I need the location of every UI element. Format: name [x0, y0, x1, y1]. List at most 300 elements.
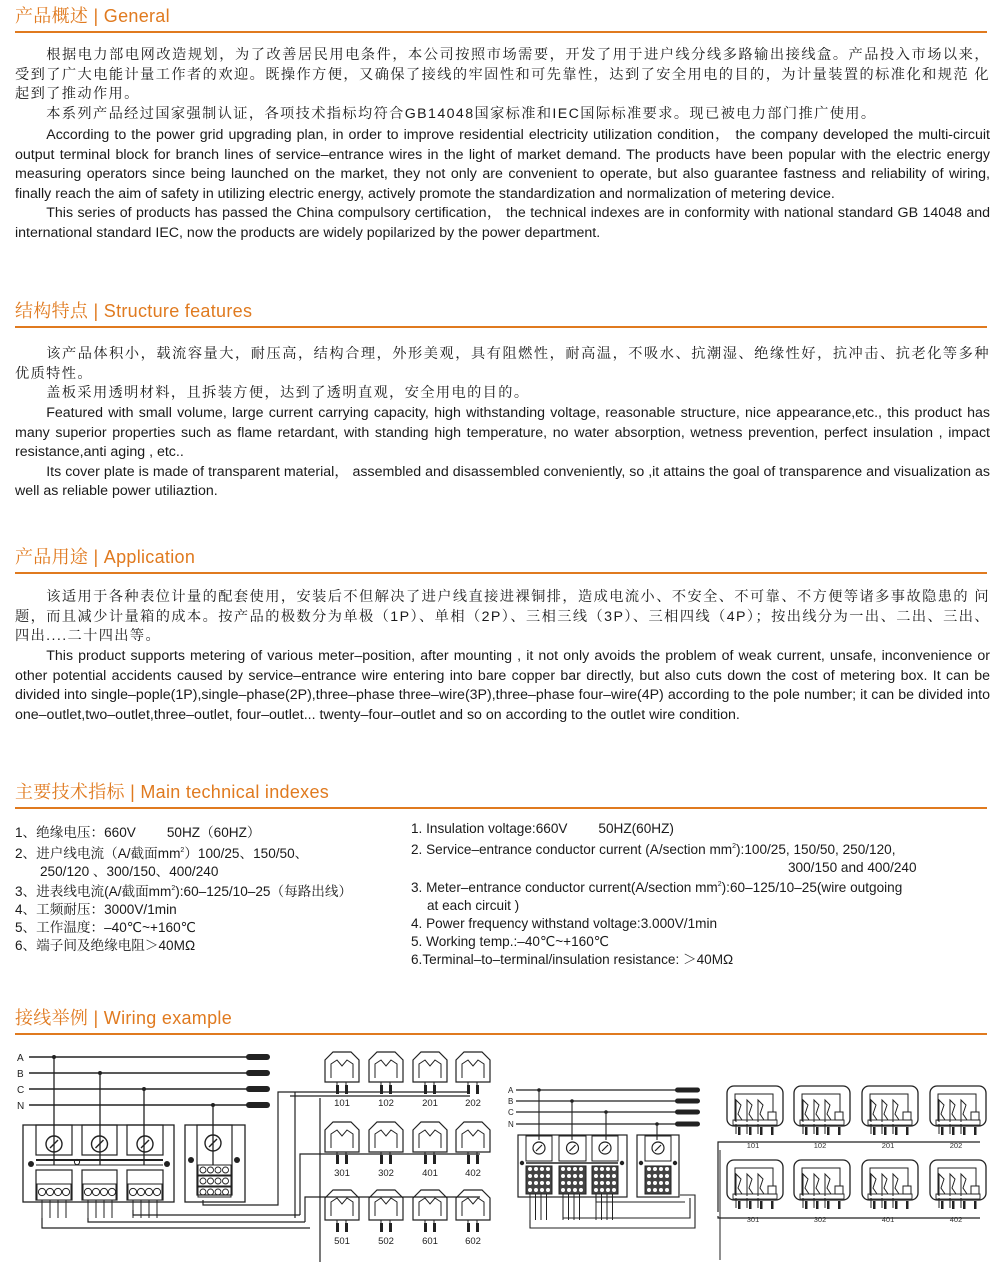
meter-coil — [331, 1130, 353, 1148]
outlet-label: 202 — [949, 1141, 963, 1150]
clamp-screw — [223, 1167, 229, 1173]
meter-coil — [758, 1174, 764, 1196]
meter-coil — [961, 1100, 967, 1122]
feed-wire — [563, 1198, 690, 1218]
spec-cn-item: 250/120 、300/150、400/240 — [40, 863, 219, 879]
meter-neutral — [768, 1112, 776, 1120]
mount-hole — [164, 1161, 170, 1167]
meter-lead — [906, 1127, 909, 1135]
feed-wire — [42, 1218, 310, 1228]
meter-lead — [424, 1085, 427, 1094]
meter-coil — [462, 1060, 484, 1078]
spec-en-item: 2. Service–entrance conductor current (A/section $mm^2):100/25$, 150/50, 250/120, — [411, 841, 896, 857]
meter-coil — [375, 1060, 397, 1078]
phase-label: N — [17, 1101, 25, 1112]
meter-lead — [771, 1201, 774, 1209]
clamp-screw — [606, 1181, 610, 1185]
meter-neutral — [903, 1112, 911, 1120]
clamp-screw — [561, 1174, 565, 1178]
meter-lead — [467, 1085, 470, 1094]
clamp-screw — [659, 1167, 663, 1171]
clamp-screw — [528, 1167, 532, 1171]
section-general-title: 产品概述 | General — [15, 6, 170, 26]
phase-label: B — [17, 1069, 24, 1080]
meter-lead — [380, 1155, 383, 1164]
neutral-wire — [203, 1092, 290, 1205]
section-general-header — [15, 4, 987, 33]
meter-coil — [736, 1174, 742, 1196]
phase-label: C — [508, 1108, 514, 1117]
meter-lead — [884, 1201, 887, 1209]
general-en-text — [15, 126, 990, 244]
meter-lead — [941, 1201, 944, 1209]
clamp-screw — [200, 1189, 206, 1195]
meter-coil — [331, 1060, 353, 1078]
clamp-screw — [534, 1188, 538, 1192]
meter-neutral — [971, 1112, 979, 1120]
clamp-screw — [567, 1181, 571, 1185]
meter-lead — [389, 1223, 392, 1232]
meter-lead — [873, 1127, 876, 1135]
meter-lead — [749, 1127, 752, 1135]
phase-label: A — [17, 1053, 24, 1064]
meter-lead — [738, 1127, 741, 1135]
meter-wiring — [938, 1094, 976, 1121]
clamp-screw — [208, 1178, 214, 1184]
meter-lead — [738, 1201, 741, 1209]
outlet-label: 301 — [334, 1168, 350, 1179]
clamp-screw — [561, 1167, 565, 1171]
outlet-label: 201 — [422, 1098, 438, 1109]
mount-hole — [234, 1157, 240, 1163]
outlet-label: 101 — [746, 1141, 760, 1150]
meter-coil — [747, 1100, 753, 1122]
spec-en-item: 5. Working temp.:–40℃~+160℃ — [411, 933, 610, 949]
meter-lead — [380, 1223, 383, 1232]
meter-lead — [389, 1155, 392, 1164]
screw-slot — [141, 1140, 149, 1148]
outlet-label: 602 — [465, 1236, 481, 1247]
meter-coil — [871, 1174, 877, 1196]
clamp-screw — [573, 1188, 577, 1192]
outlet-label: 502 — [378, 1236, 394, 1247]
clamp-screw — [215, 1189, 221, 1195]
outlet-label: 601 — [422, 1236, 438, 1247]
clamp-screw — [579, 1174, 583, 1178]
feed-wire — [596, 1194, 685, 1202]
clamp-screw — [612, 1181, 616, 1185]
meter-lead — [389, 1085, 392, 1094]
spec-en-item: 4. Power frequency withstand voltage:3.000V/1min — [411, 915, 718, 931]
mount-hole — [620, 1161, 624, 1165]
clamp-screw — [208, 1167, 214, 1173]
spec-cn-item: 6、端子间及绝缘电阻＞40MΩ — [15, 937, 196, 953]
outlet-label: 201 — [881, 1141, 895, 1150]
pole-cell — [127, 1125, 163, 1155]
general-en-paragraph: According to the power grid upgrading plan, in order to improve residential electricity utilization condition， the company developed the multi-circuit output terminal block for branch lines of service–entrance wires in the light of market demand. The products have been popular with the electric energy measuring operators since being launched on the market, they not only are convenient to operate, but also guarantee fastness and reliability of wiring, finally reach the aim of safety in utilizing electric energy, actively promote the standardization and normalization of metering device. — [15, 127, 990, 202]
clamp-screw — [528, 1188, 532, 1192]
phase-label: N — [508, 1120, 514, 1129]
meter-icon — [325, 1190, 359, 1220]
section-structure-header — [15, 299, 987, 328]
meter-coil — [419, 1130, 441, 1148]
meter-coil — [871, 1100, 877, 1122]
meter-icon — [456, 1052, 490, 1082]
meter-lead — [760, 1201, 763, 1209]
structure-cn-text — [15, 345, 990, 404]
clamp-screw — [665, 1188, 669, 1192]
general-cn-paragraph: 根据电力部电网改造规划，为了改善居民用电条件，本公司按照市场需要，开发了用于进户线分线多路输出接线盒。产品投入市场以来，受到了广大电能计量工作者的欢迎。既操作方便，又确保了接线的牢固性和可先靠性，达到了安全用电的目的，为计量装置的标准化和规范 化起到了推动作用。 — [15, 47, 990, 103]
feed-wire — [88, 1218, 305, 1222]
clamp-screw — [600, 1181, 604, 1185]
feed-wire — [305, 1197, 318, 1222]
outlet-label: 401 — [881, 1215, 895, 1224]
meter-lead — [974, 1127, 977, 1135]
clamp-screw — [600, 1174, 604, 1178]
meter-coil — [893, 1174, 899, 1196]
clamp-screw — [534, 1174, 538, 1178]
meter-coil — [803, 1174, 809, 1196]
meter-coil — [939, 1100, 945, 1122]
wiring-diagram-single-phase — [0, 1040, 500, 1262]
clamp-screw — [647, 1174, 651, 1178]
meter-lead — [941, 1127, 944, 1135]
meter-lead — [816, 1201, 819, 1209]
meter-lead — [345, 1223, 348, 1232]
outlet-label: 402 — [949, 1215, 963, 1224]
bus-terminal — [246, 1102, 270, 1108]
meter-lead — [336, 1155, 339, 1164]
meter-coil — [419, 1060, 441, 1078]
meter-terminal-strip — [733, 1120, 777, 1125]
meter-lead — [433, 1155, 436, 1164]
application-en-text — [15, 647, 990, 725]
clamp-screw — [573, 1167, 577, 1171]
meter-terminal-strip — [733, 1194, 777, 1199]
meter-coil — [814, 1174, 820, 1196]
section-wiring-title: 接线举例 | Wiring example — [15, 1008, 233, 1028]
clamp-screw — [208, 1189, 214, 1195]
general-cn-paragraph: 本系列产品经过国家强制认证，各项技术指标均符合GB14048国家标准和IEC国际标准要求。现已被电力部门推广使用。 — [46, 105, 877, 122]
meter-lead — [816, 1127, 819, 1135]
meter-coil — [882, 1174, 888, 1196]
application-cn-paragraph: 该适用于各种表位计量的配套使用，安装后不但解决了进户线直接进裸铜排，造成电流小、不安全、不可靠、不方便等诸多事故隐患的 问题，而且减少计量箱的成本。按产品的极数分为单极（1P）、单相（2P）、三相三线（3P）、三相四线（4P）；按出线分为一出、二出、三出、四出....二十四出等。 — [15, 589, 990, 645]
structure-en-text — [15, 404, 990, 502]
bus-terminal — [246, 1070, 270, 1076]
spec-en-item: 6.Terminal–to–terminal/insulation resistance: ＞40MΩ — [411, 951, 734, 967]
meter-lead — [424, 1223, 427, 1232]
meter-icon — [413, 1122, 447, 1152]
meter-coil — [939, 1174, 945, 1196]
meter-icon — [369, 1052, 403, 1082]
screw-slot — [655, 1145, 661, 1151]
mount-hole — [520, 1161, 524, 1165]
clamp-screw — [653, 1181, 657, 1185]
meter-lead — [838, 1127, 841, 1135]
meter-coil — [462, 1130, 484, 1148]
meter-lead — [952, 1127, 955, 1135]
clamp-screw — [579, 1167, 583, 1171]
meter-coil — [331, 1198, 353, 1216]
clamp-screw — [540, 1188, 544, 1192]
meter-icon — [325, 1052, 359, 1082]
meter-coil — [375, 1198, 397, 1216]
meter-lead — [476, 1223, 479, 1232]
wiring-diagram-three-phase — [500, 1070, 1000, 1262]
meter-lead — [760, 1127, 763, 1135]
meter-lead — [336, 1085, 339, 1094]
screw-slot — [602, 1145, 608, 1151]
clamp-screw — [594, 1188, 598, 1192]
structure-en-paragraph: Its cover plate is made of transparent material， assembled and disassembled conveniently, so ,it attains the goal of transparence and visualization as well as reliable power utiliaztion. — [15, 463, 990, 500]
screw-slot — [570, 1145, 576, 1151]
meter-coil — [893, 1100, 899, 1122]
meter-lead — [433, 1223, 436, 1232]
clamp-screw — [567, 1188, 571, 1192]
meter-lead — [345, 1155, 348, 1164]
clamp-screw — [606, 1167, 610, 1171]
clamp-screw — [594, 1174, 598, 1178]
section-technical-header — [15, 780, 987, 809]
clamp-screw — [647, 1188, 651, 1192]
spec-cn-item: 3、进表线电流(A/截面$mm^2):60-125/10-25$（每路出线） — [15, 884, 353, 900]
outlet-label: 302 — [378, 1168, 394, 1179]
technical-cn-list — [15, 824, 352, 955]
clamp-screw — [540, 1181, 544, 1185]
clamp-screw — [200, 1178, 206, 1184]
clamp-screw — [561, 1181, 565, 1185]
clamp-screw — [647, 1181, 651, 1185]
screw-slot — [536, 1145, 542, 1151]
feed-wire — [133, 1210, 300, 1215]
section-technical-title: 主要技术指标 | Main technical indexes — [15, 782, 330, 802]
clamp-screw — [612, 1167, 616, 1171]
clamp-screw — [540, 1167, 544, 1171]
meter-neutral — [768, 1186, 776, 1194]
clamp-screw — [223, 1178, 229, 1184]
clamp-screw — [653, 1174, 657, 1178]
neutral-clamp-row — [198, 1176, 231, 1186]
outlet-label: 501 — [334, 1236, 350, 1247]
meter-terminal-strip — [936, 1120, 980, 1125]
meter-lead — [952, 1201, 955, 1209]
meter-lead — [749, 1201, 752, 1209]
phase-label: C — [17, 1085, 25, 1096]
clamp-screw — [528, 1174, 532, 1178]
meter-coil — [950, 1100, 956, 1122]
meter-lead — [476, 1155, 479, 1164]
meter-coil — [961, 1174, 967, 1196]
meter-coil — [882, 1100, 888, 1122]
feed-wire — [718, 1142, 980, 1212]
meter-lead — [884, 1127, 887, 1135]
meter-lead — [771, 1127, 774, 1135]
meter-lead — [805, 1201, 808, 1209]
meter-coil — [747, 1174, 753, 1196]
outlet-label: 202 — [465, 1098, 481, 1109]
meter-wiring — [870, 1168, 908, 1195]
spec-en-item: at each circuit ) — [427, 898, 520, 914]
clamp-screw — [534, 1167, 538, 1171]
clamp-screw — [659, 1174, 663, 1178]
outlet-label: 102 — [813, 1141, 827, 1150]
meter-coil — [758, 1100, 764, 1122]
meter-wiring — [938, 1168, 976, 1195]
feed-wire — [300, 1154, 318, 1215]
clamp-screw — [573, 1174, 577, 1178]
bus-terminal — [246, 1054, 270, 1060]
meter-lead — [963, 1127, 966, 1135]
spec-en-item: 1. Insulation voltage:660V 50HZ(60HZ) — [411, 821, 674, 836]
meter-terminal-strip — [800, 1120, 844, 1125]
clamp-screw — [546, 1188, 550, 1192]
clamp-screw — [579, 1188, 583, 1192]
general-cn-text — [15, 46, 990, 124]
outlet-label: 302 — [813, 1215, 827, 1224]
meter-terminal-strip — [936, 1194, 980, 1199]
mount-hole — [28, 1161, 34, 1167]
meter-coil — [825, 1100, 831, 1122]
meter-lead — [424, 1155, 427, 1164]
clamp-screw — [600, 1167, 604, 1171]
meter-coil — [375, 1130, 397, 1148]
meter-neutral — [835, 1112, 843, 1120]
structure-cn-paragraph: 该产品体积小，载流容量大，耐压高，结构合理，外形美观，具有阻燃性，耐高温，不吸水、抗潮湿、绝缘性好，抗冲击、抗老化等多种优质特性。 — [15, 346, 990, 382]
meter-neutral — [835, 1186, 843, 1194]
clamp-screw — [653, 1188, 657, 1192]
clamp-screw — [665, 1167, 669, 1171]
bus-terminal — [675, 1088, 700, 1093]
clamp-screw — [567, 1174, 571, 1178]
meter-coil — [419, 1198, 441, 1216]
technical-en-list — [411, 820, 917, 968]
meter-wiring — [735, 1168, 773, 1195]
clamp-screw — [653, 1167, 657, 1171]
neutral-clamp-row — [198, 1165, 231, 1175]
clamp-screw — [612, 1188, 616, 1192]
meter-coil — [803, 1100, 809, 1122]
section-application-header — [15, 545, 987, 574]
clamp-screw — [594, 1181, 598, 1185]
bus-terminal — [246, 1086, 270, 1092]
meter-lead — [345, 1085, 348, 1094]
clamp-screw — [223, 1189, 229, 1195]
meter-lead — [827, 1201, 830, 1209]
meter-lead — [380, 1085, 383, 1094]
meter-lead — [873, 1201, 876, 1209]
clamp-screw — [579, 1181, 583, 1185]
spec-cn-item: 4、工频耐压：3000V/1min — [15, 902, 177, 918]
clamp-screw — [612, 1174, 616, 1178]
meter-lead — [963, 1201, 966, 1209]
clamp-screw — [647, 1167, 651, 1171]
meter-lead — [467, 1223, 470, 1232]
mount-hole — [639, 1161, 643, 1165]
meter-coil — [950, 1174, 956, 1196]
outlet-label: 301 — [746, 1215, 760, 1224]
application-cn-text — [15, 588, 990, 647]
outlet-label: 102 — [378, 1098, 394, 1109]
meter-wiring — [802, 1094, 840, 1121]
meter-wiring — [870, 1094, 908, 1121]
clamp-screw — [546, 1181, 550, 1185]
clamp-screw — [606, 1174, 610, 1178]
meter-lead — [476, 1085, 479, 1094]
clamp-screw — [540, 1174, 544, 1178]
meter-wiring — [802, 1168, 840, 1195]
clamp-screw — [600, 1188, 604, 1192]
clamp-screw — [594, 1167, 598, 1171]
structure-cn-paragraph: 盖板采用透明材料，且拆装方便，达到了透明直观，安全用电的目的。 — [46, 385, 530, 402]
meter-terminal-strip — [868, 1120, 912, 1125]
section-wiring-header — [15, 1006, 987, 1035]
meter-icon — [456, 1122, 490, 1152]
section-structure-title: 结构特点 | Structure features — [15, 301, 253, 321]
general-en-paragraph: This series of products has passed the China compulsory certification， the technical indexes are in conformity with national standard GB 14048 and international standard IEC, now the products are widely popilarized by the power department. — [15, 205, 990, 241]
clamp-screw — [215, 1178, 221, 1184]
outlet-label: 401 — [422, 1168, 438, 1179]
mount-hole — [673, 1161, 677, 1165]
meter-lead — [433, 1085, 436, 1094]
outlet-label: 402 — [465, 1168, 481, 1179]
clamp-screw — [215, 1167, 221, 1173]
meter-icon — [413, 1052, 447, 1082]
bus-terminal — [675, 1110, 700, 1115]
clamp-screw — [665, 1174, 669, 1178]
meter-neutral — [971, 1186, 979, 1194]
application-en-paragraph: This product supports metering of various meter–position, after mounting , it not only avoids the problem of weak current, unsafe, inconvenience or other potential accidents caused by service–entrance wire entering into bare copper bar directly, but also cuts down the cost of metering box. It can be divided into single–pople(1P),single–phase(2P),three–phase three–wire(3P),three–phase four–wire(4P) according to the pole number; it can be divided into one–outlet,two–outlet,three–outlet, four–outlet... twenty–four–outlet and so on according to the outlet wire condition. — [15, 648, 990, 723]
spec-cn-item: 1、绝缘电压：660V 50HZ（60HZ） — [15, 825, 261, 840]
meter-coil — [814, 1100, 820, 1122]
meter-lead — [336, 1223, 339, 1232]
section-application-title: 产品用途 | Application — [15, 547, 196, 567]
spec-cn-item: 2、进户线电流（A/截面$mm^2)100/25$、150/50、 — [15, 845, 309, 861]
structure-en-paragraph: Featured with small volume, large current carrying capacity, high withstanding voltage, reasonable structure, nice appearance,etc., this product has many superior properties such as flame retardant, with standing high temperature, no water absorption, wetness prevention, perfect insulation , impact resistance,anti aging , etc.. — [15, 405, 990, 461]
meter-icon — [325, 1122, 359, 1152]
meter-icon — [369, 1190, 403, 1220]
meter-coil — [462, 1198, 484, 1216]
meter-wiring — [735, 1094, 773, 1121]
meter-lead — [895, 1201, 898, 1209]
clamp-screw — [546, 1167, 550, 1171]
clamp-screw — [534, 1181, 538, 1185]
meter-lead — [467, 1155, 470, 1164]
meter-terminal-strip — [868, 1194, 912, 1199]
spec-en-item: 300/150 and 400/240 — [788, 859, 917, 875]
spec-en-item: 3. Meter–entrance conductor current(A/section $mm^2):60-125/10-25(wire$ outgoing — [411, 880, 903, 896]
meter-icon — [456, 1190, 490, 1220]
meter-lead — [895, 1127, 898, 1135]
spec-cn-item: 5、工作温度：–40℃~+160℃ — [15, 919, 196, 935]
clamp-screw — [659, 1188, 663, 1192]
meter-coil — [736, 1100, 742, 1122]
meter-lead — [838, 1201, 841, 1209]
bus-terminal — [675, 1099, 700, 1104]
clamp-screw — [561, 1188, 565, 1192]
meter-lead — [974, 1201, 977, 1209]
meter-terminal-strip — [800, 1194, 844, 1199]
mount-hole — [188, 1157, 194, 1163]
meter-neutral — [903, 1186, 911, 1194]
clamp-screw — [665, 1181, 669, 1185]
phase-label: B — [508, 1097, 514, 1106]
bus-terminal — [675, 1122, 700, 1127]
clamp-screw — [606, 1188, 610, 1192]
phase-label: A — [508, 1086, 514, 1095]
meter-icon — [413, 1190, 447, 1220]
clamp-screw — [546, 1174, 550, 1178]
clamp-screw — [567, 1167, 571, 1171]
